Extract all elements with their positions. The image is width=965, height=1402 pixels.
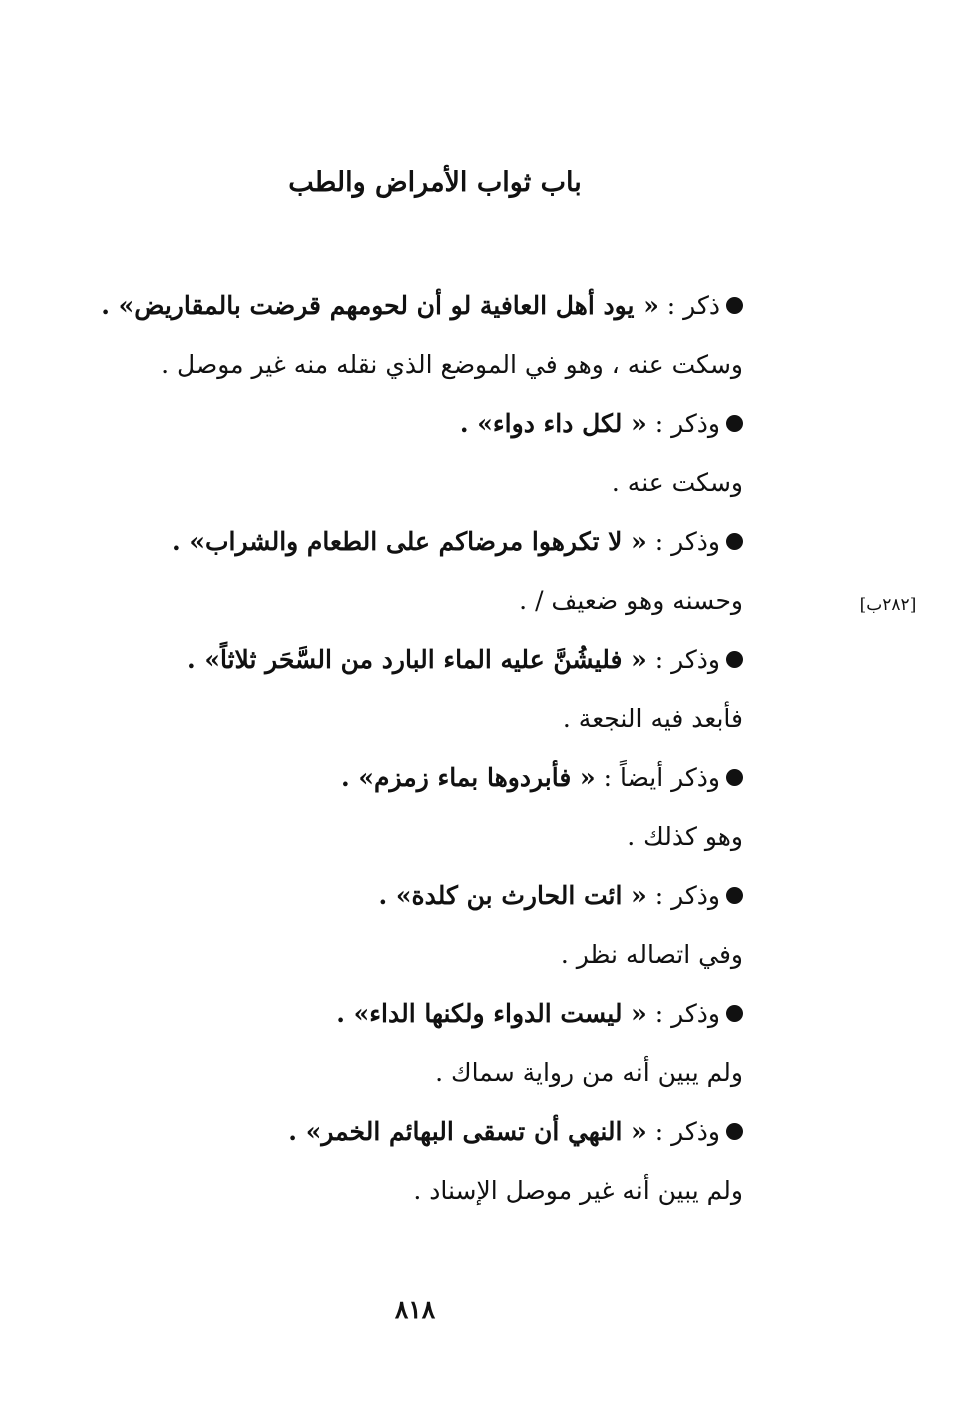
entry-prefix: ذكر : (666, 291, 720, 320)
bullet-icon (726, 651, 743, 668)
bullet-icon (726, 769, 743, 786)
entry-prefix: وذكر : (654, 1117, 720, 1146)
entry-line (183, 984, 743, 1043)
entry-prefix: وذكر : (654, 999, 720, 1028)
comment-line: ولم يبين أنه من رواية سماك . (435, 1058, 743, 1087)
entry-line (183, 1102, 743, 1161)
entry-line (183, 866, 743, 925)
comment-line: وسكت عنه . (611, 468, 743, 497)
entry-prefix: وذكر : (654, 409, 720, 438)
bullet-icon (726, 887, 743, 904)
entry-line (183, 748, 743, 807)
entry-quote: « فأبردوها بماء زمزم» . (341, 763, 596, 792)
entry-prefix: وذكر : (654, 527, 720, 556)
comment-line: وهو كذلك . (627, 822, 743, 851)
comment-line: فأبعد فيه النجعة . (562, 704, 743, 733)
bullet-icon (726, 415, 743, 432)
entry-quote: « ائت الحارث بن كلدة» . (378, 881, 647, 910)
bullet-icon (726, 1005, 743, 1022)
comment-line: وحسنه وهو ضعيف / . (519, 586, 743, 615)
entry-quote: « لكل داء دواء» . (459, 409, 647, 438)
entry-prefix: وذكر : (654, 645, 720, 674)
entry-quote: « لا تكرهوا مرضاكم على الطعام والشراب» . (171, 527, 647, 556)
entry-line (101, 276, 743, 335)
comment-line: وفي اتصاله نظر . (560, 940, 743, 969)
entry-quote: « ليست الدواء ولكنها الداء» . (336, 999, 647, 1028)
entry-quote: « يود أهل العافية لو أن لحومهم قرضت بالمقاريض» . (101, 291, 659, 320)
bullet-icon (726, 533, 743, 550)
entry-line (171, 512, 743, 571)
comment-line: وسكت عنه ، وهو في الموضع الذي نقله منه غير موصل . (161, 350, 743, 379)
entry-quote: « النهي أن تسقى البهائم الخمر» . (288, 1117, 647, 1146)
margin-folio-note: [٢٨٢ب] (859, 595, 917, 615)
bullet-icon (726, 1123, 743, 1140)
bullet-icon (726, 297, 743, 314)
entry-line (183, 394, 743, 453)
entry-quote: « فليشُنَّ عليه الماء البارد من السَّحَر ثلاثاً» . (186, 645, 647, 674)
entries-block (101, 276, 743, 1220)
entry-prefix: وذكر : (654, 881, 720, 910)
page-number: ٨١٨ (394, 1295, 436, 1324)
entry-line (183, 630, 743, 689)
comment-line: ولم يبين أنه غير موصل الإسناد . (413, 1176, 743, 1205)
chapter-title: باب ثواب الأمراض والطب (288, 167, 582, 198)
entry-prefix: وذكر أيضاً : (603, 763, 720, 792)
